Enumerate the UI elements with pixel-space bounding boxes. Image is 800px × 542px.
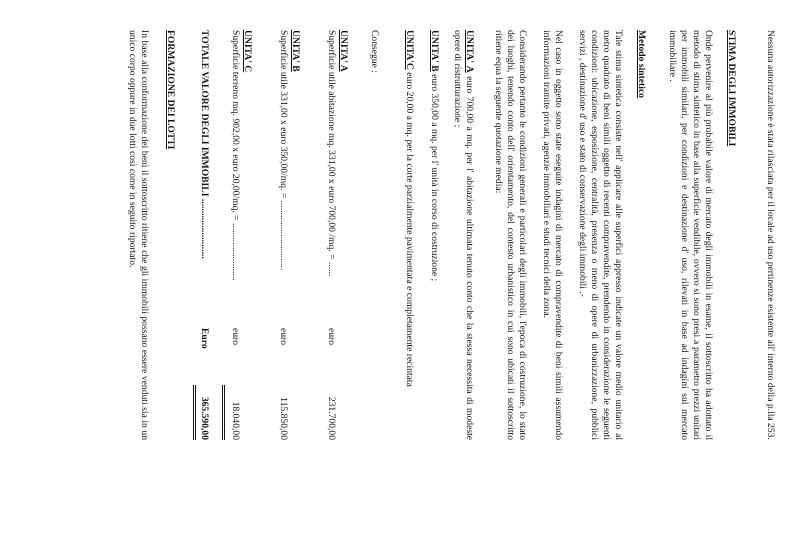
calc-unita-a-amount: 231.700,00	[325, 396, 337, 440]
calc-unita-b-currency: euro	[277, 328, 289, 346]
stima-heading: STIMA DEGLI IMMOBILI	[726, 30, 737, 147]
calc-unita-b-label: UNITA' B	[290, 30, 301, 72]
calc-unita-a-desc: Superficie utile abitazione mq. 331,00 x euro 700,00 /mq. = ......	[325, 30, 337, 277]
quotazione-a-label: UNITA' A	[464, 30, 475, 73]
calc-unita-c-row	[229, 30, 241, 440]
quotazione-a	[451, 30, 475, 440]
lotti-heading: FORMAZIONE DEI LOTTI	[165, 30, 176, 150]
calc-unita-b-desc: Superficie utile 331,00 x euro 350,00/mq. = .............................	[277, 30, 289, 271]
metodo-paragraph-2: Nel caso in oggetto sono state eseguite indagini di mercato di compravendite di beni simili assumendo informazioni tramite privati, agenzie immobiliari e studi tecnici della zona.	[540, 30, 564, 440]
totale-amount: 365.590,00	[199, 396, 210, 440]
calc-unita-a-currency: euro	[325, 328, 337, 346]
calc-unita-b-row	[277, 30, 289, 440]
calc-unita-c-label: UNITA' C	[242, 30, 253, 73]
totale-desc: TOTALE VALORE DEGLI IMMOBILI .........................	[199, 30, 210, 259]
quotazione-a-text: euro 700,00 a mq. per l' abitazione ultimata tenuto conto che la stessa necessita di modeste opere di ristrutturazione ;	[451, 30, 475, 440]
totale-currency: Euro	[199, 328, 210, 349]
consegue-label: Consegue :	[369, 30, 380, 73]
quotazione-c	[403, 30, 415, 440]
calc-unita-a	[325, 30, 349, 440]
calc-unita-c	[222, 30, 253, 440]
quotazione-b-text: euro 350,00 a mq. per l' unità in corso di costruzione ;	[429, 71, 440, 282]
calc-unita-b-amount: 115.850,00	[277, 397, 289, 440]
metodo-paragraph-1: Tale stima sintetica consiste nell' applicare alle superfici appresso indicate un valore medio unitario al metro quadrato di beni simili oggetto di recenti compravendite, prendendo in considerazione le seguenti condizioni: ubicazione, esposizione, centralità, presenza o meno di opere di urbanizzazione, pubblici servizi , destinazione d' uso e stato di conservazione degli immobili .-	[576, 30, 624, 440]
totale-row	[198, 30, 210, 440]
calc-unita-c-amount: 18.040,00	[229, 401, 241, 440]
quotazione-b-label: UNITA' B	[429, 30, 440, 72]
intro-paragraph: Nessuna autorizzazione è stata rilasciata per il locale ad uso pertinenze esistente all' interno della p.lla 253.	[765, 30, 776, 440]
calc-unita-b	[277, 30, 301, 440]
total-rule	[222, 385, 225, 440]
quotazione-c-label: UNITA'C	[404, 30, 415, 70]
totale-row-wrap	[193, 30, 210, 440]
lotti-paragraph: In base alla conformazione dei beni il sottoscritto ritiene che gli immobili possano essere venduti sia in un unico corpo oppure in due lotti così come in seguito riportato.	[126, 30, 150, 440]
metodo-heading: Metodo sintetico	[636, 30, 647, 98]
calc-unita-c-currency: euro	[229, 328, 241, 346]
calc-unita-a-row	[325, 30, 337, 440]
quotazione-c-text: euro 20,00 a mq. per la corte parzialmente pavimentata e completamente recintata	[404, 69, 415, 387]
calc-unita-a-label: UNITA' A	[338, 30, 349, 72]
metodo-paragraph-3: Considerando pertanto le condizioni generali e particolari degli immobili, l'epoca di costruzione, lo stato dei luoghi, tenendo conto dell' orientamento, del contesto urbanistico in cui sono ubicati il sottoscritto ritiene equa la seguente quotazione media:	[492, 30, 528, 440]
totale-underline	[193, 385, 196, 440]
stima-paragraph: Onde pervenire al più probabile valore di mercato degli immobili in esame, il sottoscritto ha adottato il metodo di stima sintetico in base alla superficie vendibile, ovvero si sono presi a parametro prezzi unitari per immobili similari, per condizioni e destinazione d' uso, rilevati in base ad indagini sul mercato immobiliare .	[666, 30, 714, 440]
quotazione-b	[428, 30, 440, 440]
calc-unita-c-desc: Superficie terreno mq. 902,00 x euro 20,00/mq. = ........................	[229, 30, 241, 281]
